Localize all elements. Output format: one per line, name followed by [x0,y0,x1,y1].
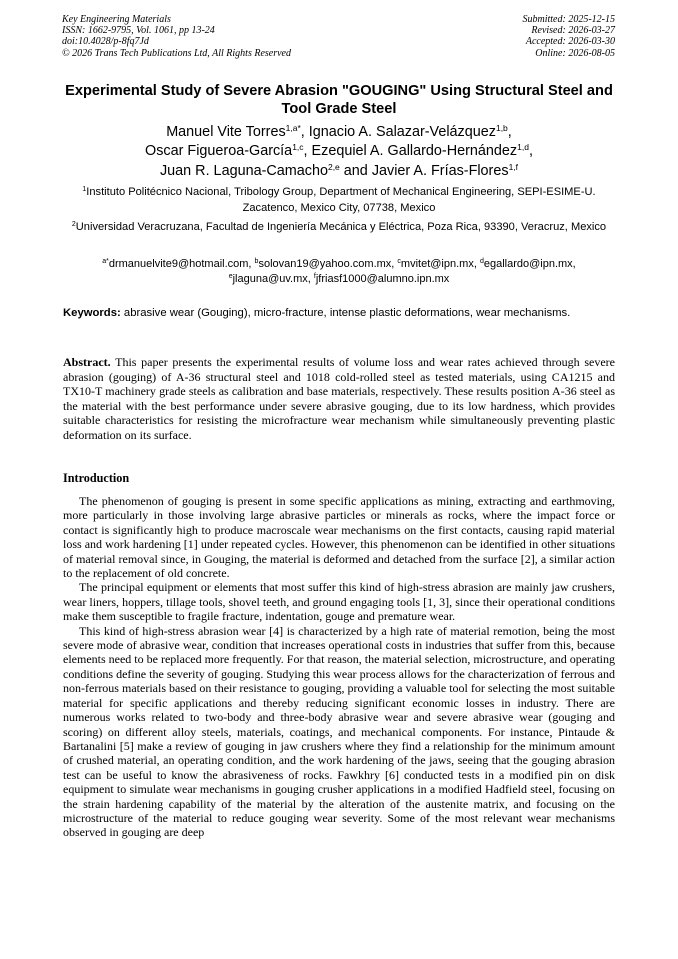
email-marker: c [397,258,401,265]
affiliation-marker: 2 [71,221,76,228]
date-submitted: Submitted: 2025-12-15 [522,14,615,25]
email-address[interactable]: solovan19@yahoo.com.mx, [258,258,395,270]
affiliation [70,185,608,216]
author-name: Ignacio A. Salazar-Velázquez [308,124,496,140]
abstract-label: Abstract. [63,355,111,369]
author-name: Ezequiel A. Gallardo-Hernández [311,143,518,160]
email-marker: e [228,273,233,281]
author-list: Manuel Vite Torres$^{1,a*}$, Ignacio A. Salazar-Velázquez$^{1,b}$, Oscar Figueroa-García$^{1,c}$, Ezequiel A. Gallardo-Hernández$^{1,d}$, Juan R. Laguna-Camacho$^{2,e}$ and Javier A. Frías-Flores$^{1,f}$ [145,123,533,179]
paper-title: Experimental Study of Severe Abrasion "GOUGING" Using Structural Steel and Tool Grade Steel [65,83,613,117]
author-affiliation-marker: 1,b [495,123,508,133]
date-accepted: Accepted: 2026-03-30 [525,36,615,48]
email-address[interactable]: drmanuelvite9@hotmail.com, [108,258,252,270]
email-address[interactable]: jlaguna@uv.mx, [232,273,311,286]
email-address[interactable]: jfriasf1000@alumno.ipn.mx [315,273,450,286]
journal-name: Key Engineering Materials [62,14,171,25]
author-affiliation-marker: 1,a* [285,123,301,133]
email-marker: f [313,273,316,281]
keywords-label: Keywords: [63,307,121,319]
journal-doi: doi:10.4028/p-8fq7Jd [62,36,149,48]
email-marker: a* [102,258,109,265]
email-marker: d [479,258,484,265]
body-paragraph: The principal equipment or elements that most suffer this kind of high-stress abrasion are mainly jaw crushers, wear liners, hoppers, tillage tools, shovel teeth, and ground engaging tools [1, 3], since their operational conditions make them susceptible to fragile fracture, indentation, gouge and premature wear. [63,580,615,624]
email-address[interactable]: mvitet@ipn.mx, [400,258,477,270]
email-address[interactable]: egallardo@ipn.mx, [483,258,576,270]
abstract-section [63,355,615,442]
affiliation [70,220,608,236]
introduction-body [63,494,615,840]
journal-issn: ISSN: 1662-9795, Vol. 1061, pp 13-24 [62,25,215,37]
affiliation-marker: 1 [82,186,87,193]
author-conjunction: and [343,162,368,179]
author-name: Juan R. Laguna-Camacho [159,162,328,179]
journal-info [62,14,291,59]
affiliation-text: Instituto Politécnico Nacional, Tribology Group, Department of Mechanical Engineering, SEPI-ESIME-U. Zacatenco, Mexico City, 07738, Mexico [86,186,596,214]
author-affiliation-marker: 2,e [327,161,340,172]
author-name: Manuel Vite Torres [166,124,286,140]
affiliation-text: Universidad Veracruzana, Facultad de Ingeniería Mecánica y Eléctrica, Poza Rica, 93390, Veracruz, Mexico [75,221,607,233]
author-name: Javier A. Frías-Flores [371,162,509,179]
date-online: Online: 2026-08-05 [535,47,615,59]
author-emails [62,257,616,287]
body-paragraph: The phenomenon of gouging is present in some specific applications as mining, extracting and earthmoving, more particularly in those involving large abrasive particles or minerals as rocks, where the impact force or contact is significantly high to produce macroscale wear mechanisms on the first contacts, causing rapid material loss and work hardening [1] under repeated cycles. However, this phenomenon can be identified in other situations of material removal since, in Gouging, the material is deformed and detached from the surface [2], a similar action to the replacement of old concrete. [63,494,615,581]
author-affiliation-marker: 1,f [508,161,519,172]
journal-copyright: © 2026 Trans Tech Publications Ltd, All Rights Reserved [62,47,291,59]
body-paragraph: This kind of high-stress abrasion wear [4] is characterized by a high rate of material remotion, being the most severe mode of abrasive wear, condition that increases operational costs in industries that suffer from this, because elements need to be replaced more frequently. For that reason, the material selection, microstructure, and operating conditions define the severity of gouging. Studying this wear process allows for the characterization of ferrous and non-ferrous materials based on their resistance to gouging, providing a valuable tool for selecting the most suitable material for specific applications and thereby reducing significant economic losses in industry. There are numerous works related to two-body and three-body abrasive wear and severe abrasive wear (gouging and scoring) on different alloy steels, materials, coatings, and mechanical components. For instance, Pintaude & Bartanalini [5] make a review of gouging in jaw crushers where they find a relationship for the minimum amount of crushed material, an operating condition, and the work hardening of the jaws, seeing that the gouging abrasion test can be useful to know the abrasiveness of rocks. Fawkhry [6] conducted tests in a modified pin on disk equipment to simulate wear mechanisms in gouging crusher applications in a modified Hadfield steel, focusing on the strain hardening capability of the material by the alteration of the austenite matrix, and focusing on the microstructure of the material to reduce gouging wear severity. Some of the most relevant wear mechanisms observed in gouging are deep [63,623,616,840]
publication-dates [523,14,616,59]
author-name: Oscar Figueroa-García [145,143,293,160]
keywords-section [63,306,615,321]
section-heading-introduction: Introduction [63,471,130,485]
date-revised: Revised: 2026-03-27 [531,25,615,37]
author-affiliation-marker: 1,d [517,142,529,153]
keywords-text: abrasive wear (Gouging), micro-fracture, intense plastic deformations, wear mechanisms. [123,307,571,319]
email-marker: b [254,258,259,265]
abstract-text: This paper presents the experimental results of volume loss and wear rates achieved through severe abrasion (gouging) of A-36 structural steel and 1018 cold-rolled steel as tested materials, using CA1215 and TX10-T machinery grade steels as calibration and base materials, respectively. These results position A-36 steel as the material with the best performance under severe abrasive gouging, due to its low hardness, which provides suitable characteristics for resisting the microfracture wear mechanism while simultaneously preventing plastic deformation on its surface. [63,355,615,442]
author-affiliation-marker: 1,c [292,142,304,153]
